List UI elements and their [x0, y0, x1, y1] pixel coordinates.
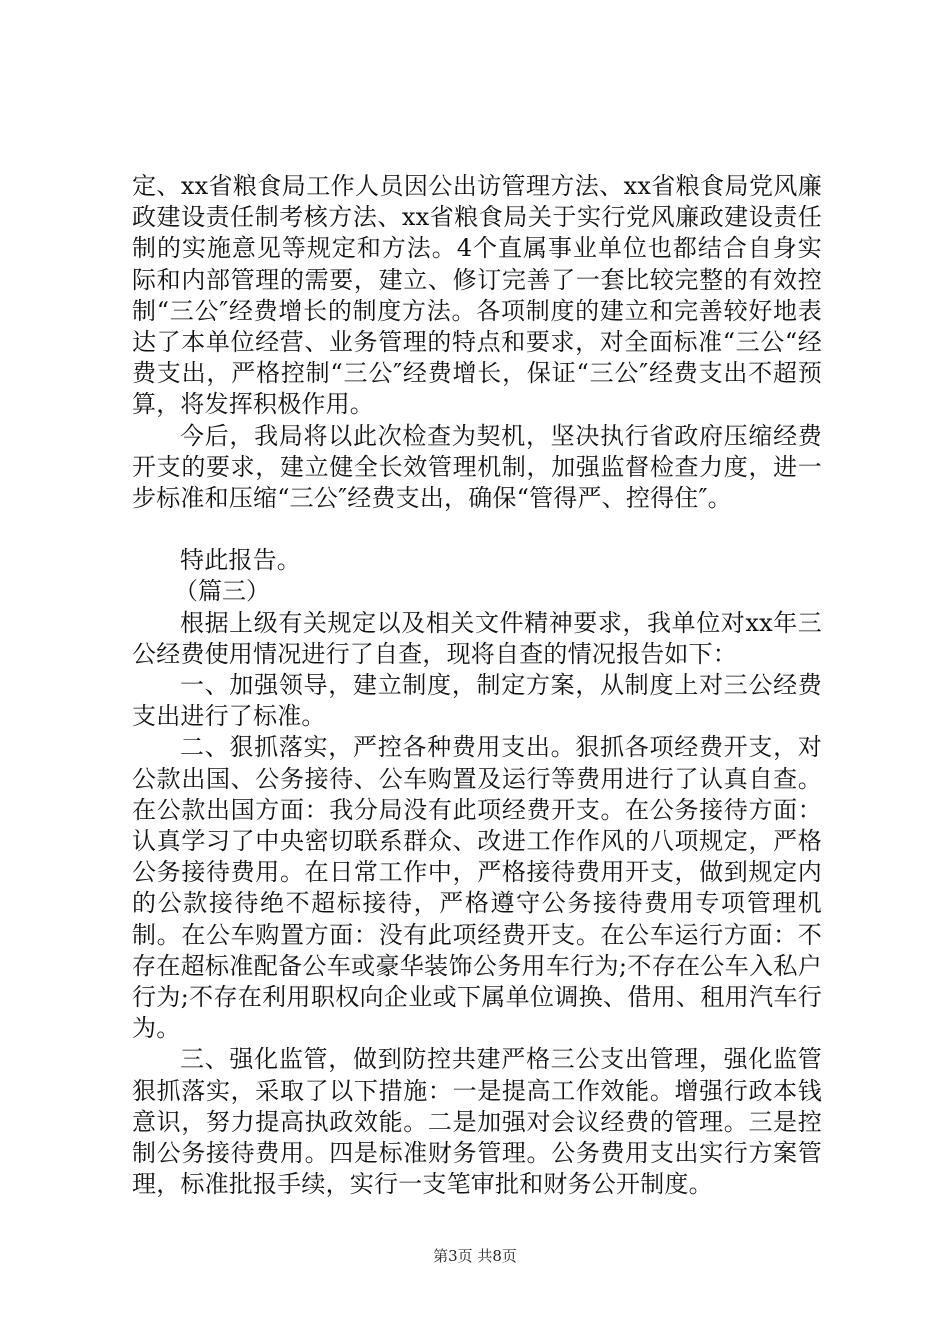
section-heading: （篇三） — [174, 577, 270, 606]
paragraph-sign-off: 特此报告。 — [180, 546, 301, 575]
paragraph-intro: 根据上级有关规定以及相关文件精神要求，我单位对xx年三公经费使用情况进行了自查，现将自查的情况报告如下： — [132, 608, 822, 668]
paragraph-point-one: 一、加强领导，建立制度，制定方案，从制度上对三公经费支出进行了标准。 — [132, 671, 822, 731]
paragraph-point-two: 二、狠抓落实，严控各种费用支出。狠抓各项经费开支，对公款出国、公务接待、公车购置及运行等费用进行了认真自查。在公款出国方面：我分局没有此项经费开支。在公务接待方面：认真学习了中央密切联系群众、改进工作作风的八项规定，严格公务接待费用。在日常工作中，严格接待费用开支，做到规定内的公款接待绝不超标接待，严格遵守公务接待费用专项管理机制。在公车购置方面：没有此项经费开支。在公车运行方面：不存在超标准配备公车或豪华装饰公务用车行为;不存在公车入私户行为;不存在利用职权向企业或下属单位调换、借用、租用汽车行为。 — [132, 733, 822, 1043]
paragraph-conclusion: 今后，我局将以此次检查为契机，坚决执行省政府压缩经费开支的要求，建立健全长效管理机制，加强监督检查力度，进一步标准和压缩“三公″经费支出，确保“管得严、控得住″。 — [132, 421, 822, 513]
page-number-footer: 第3页 共8页 — [433, 1247, 517, 1265]
paragraph-continuation: 定、xx省粮食局工作人员因公出访管理方法、xx省粮食局党风廉政建设责任制考核方法、xx省粮食局关于实行党风廉政建设责任制的实施意见等规定和方法。4个直属事业单位也都结合自身实际和内部管理的需要，建立、修订完善了一套比较完整的有效控制“三公″经费增长的制度方法。各项制度的建立和完善较好地表达了本单位经营、业务管理的特点和要求，对全面标准“三公“经费支出，严格控制“三公″经费增长，保证“三公″经费支出不超预算，将发挥积极作用。 — [132, 172, 822, 419]
paragraph-point-three: 三、强化监管，做到防控共建严格三公支出管理，强化监管狠抓落实，采取了以下措施：一是提高工作效能。增强行政本钱意识，努力提高执政效能。二是加强对会议经费的管理。三是控制公务接待费用。四是标准财务管理。公务费用支出实行方案管理，标准批报手续，实行一支笔审批和财务公开制度。 — [132, 1045, 822, 1199]
document-body — [132, 171, 822, 1201]
